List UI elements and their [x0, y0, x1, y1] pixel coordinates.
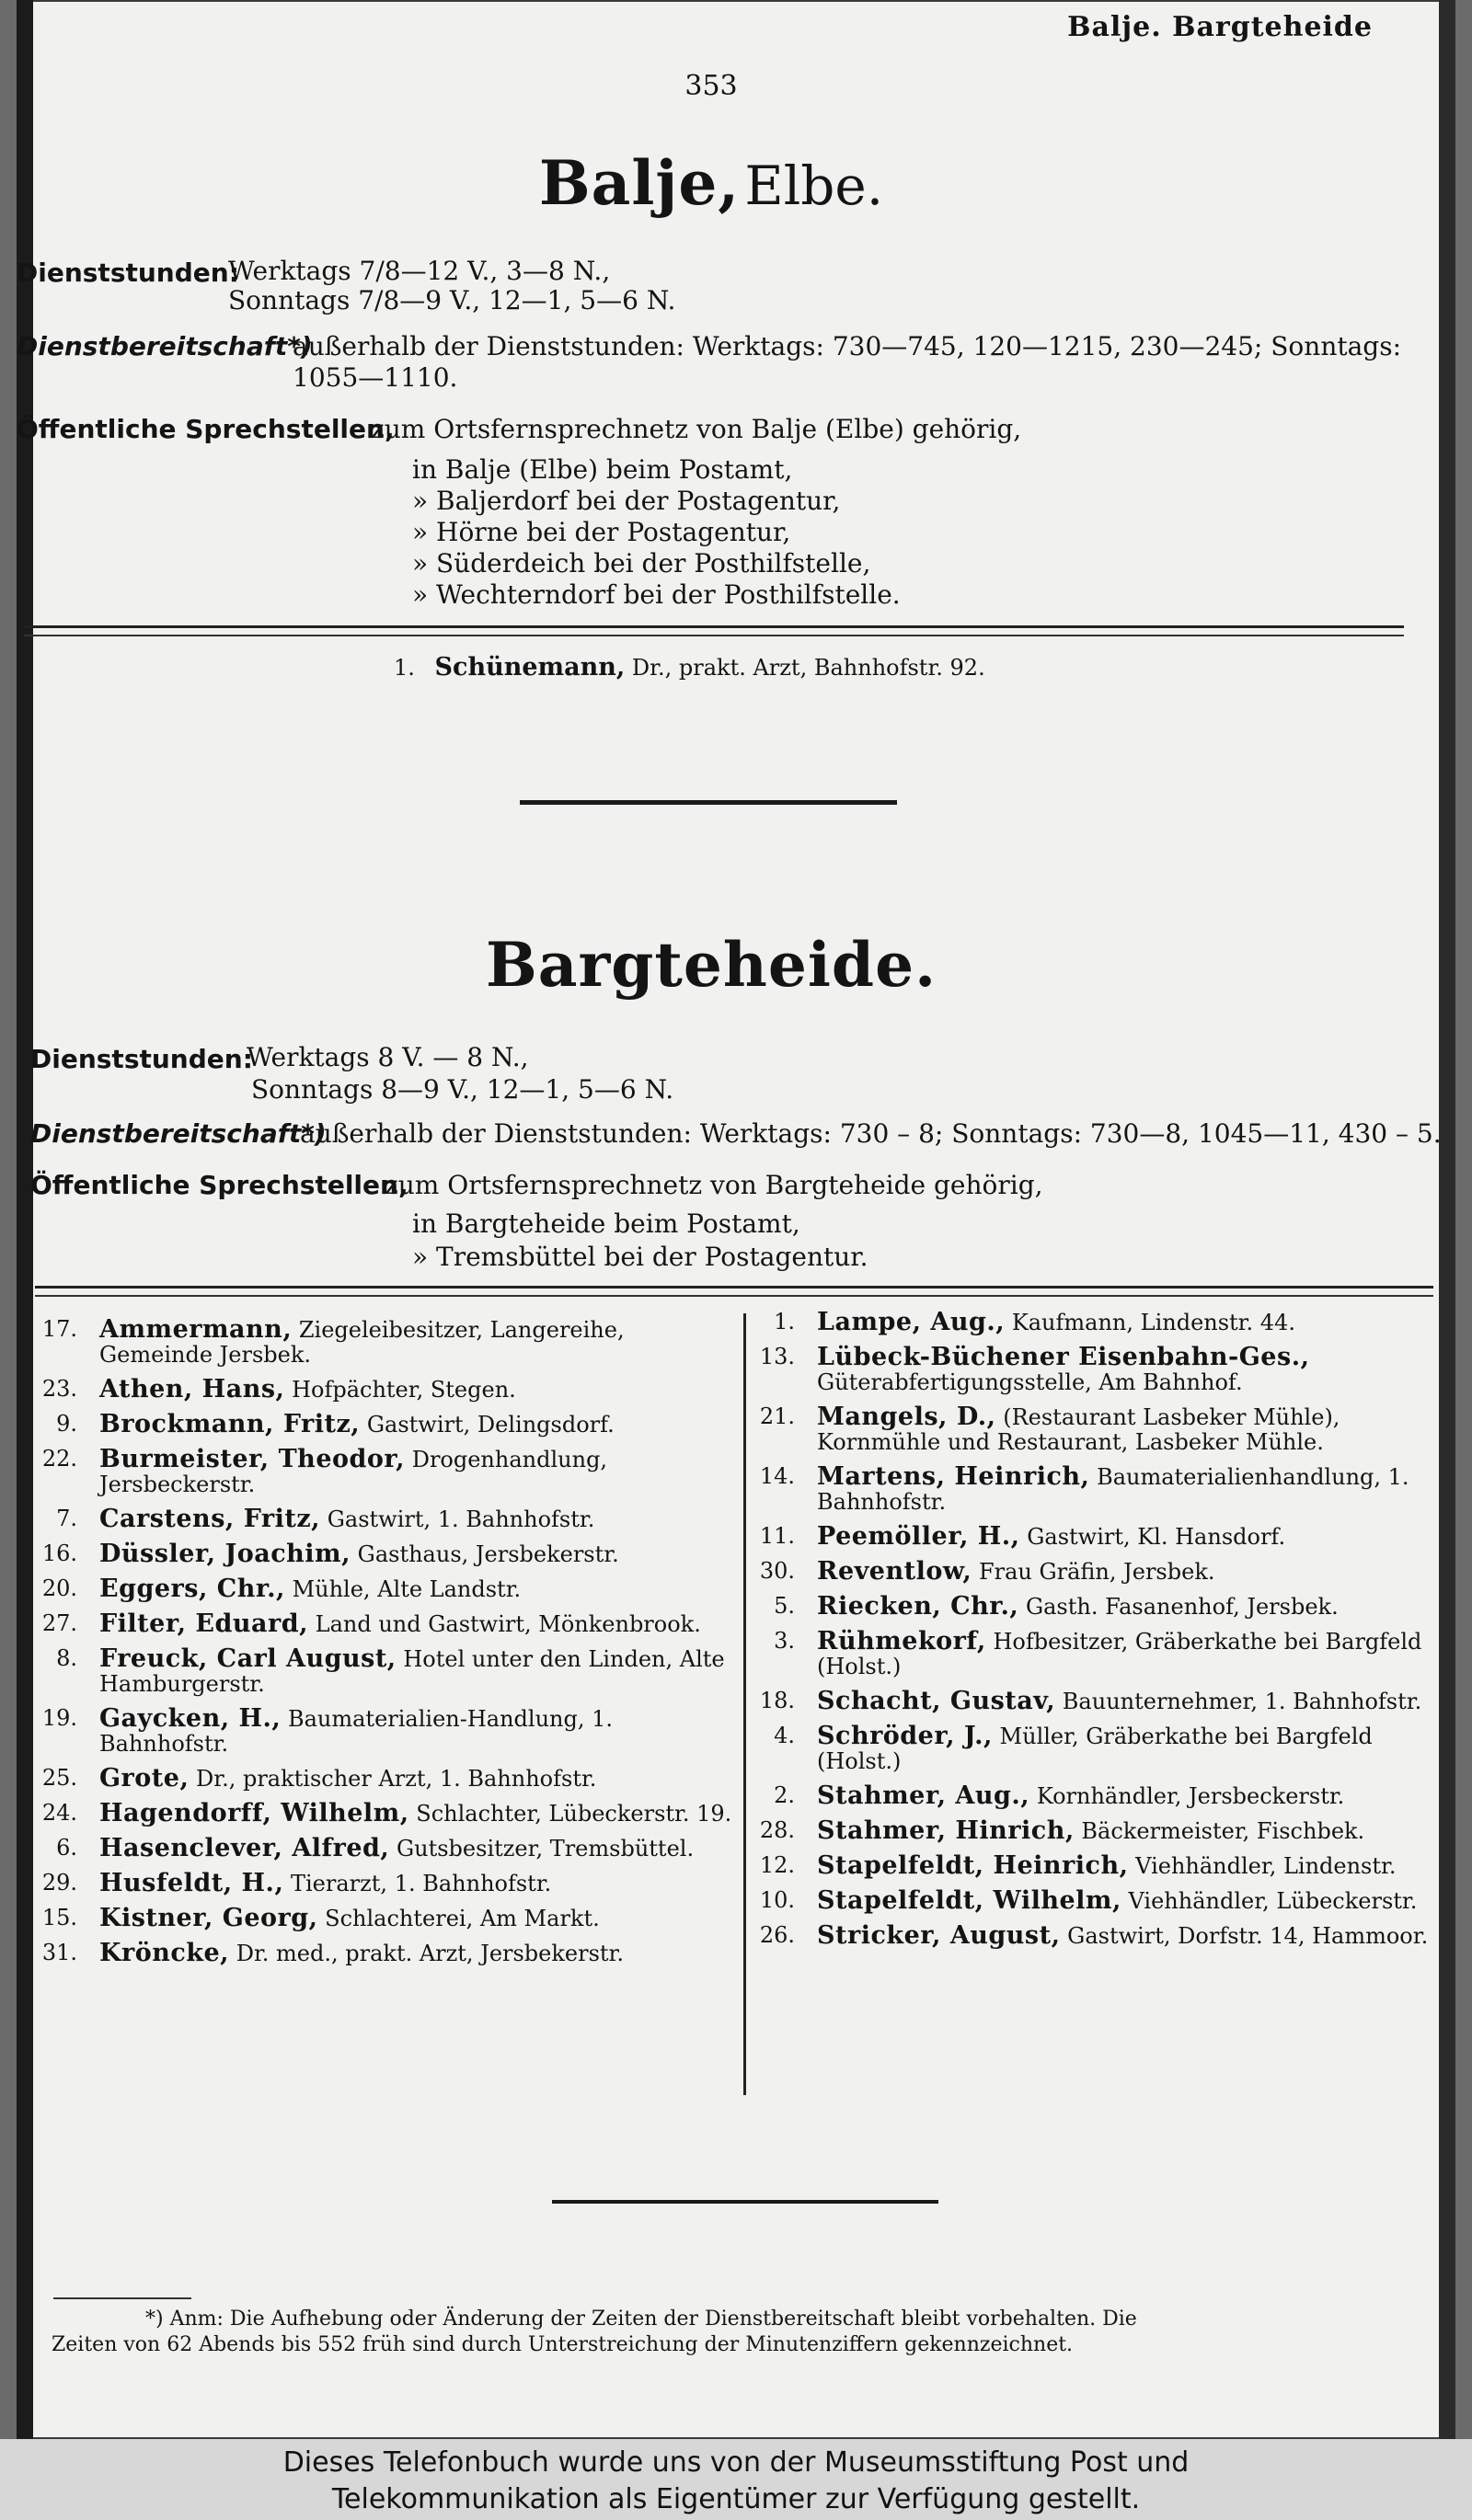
- subscriber-detail: Bäckermeister, Fischbek.: [1081, 1818, 1365, 1844]
- subscriber-entry: [35, 1766, 734, 1792]
- subscriber-text: [99, 1412, 734, 1438]
- bargteheide-divider-bottom: [35, 1295, 1433, 1297]
- subscriber-detail: Gasthaus, Jersbekerstr.: [357, 1541, 619, 1567]
- banner-line2: Telekommunikation als Eigentümer zur Verfügung gestellt.: [331, 2483, 1141, 2515]
- subscriber-number: 19.: [41, 1705, 77, 1731]
- subscriber-text: [99, 1706, 734, 1757]
- balje-standby-label: [17, 331, 313, 361]
- subscriber-name: Düssler, Joachim,: [99, 1540, 351, 1568]
- subscriber-entry: [35, 1611, 734, 1637]
- subscriber-number: 25.: [41, 1765, 77, 1791]
- subscriber-entry: [35, 1377, 734, 1403]
- subscriber-detail: Drogenhandlung, Jersbeckerstr.: [99, 1447, 608, 1497]
- subscriber-text: [817, 1629, 1452, 1679]
- subscriber-detail: Land und Gastwirt, Mönkenbrook.: [315, 1611, 701, 1637]
- subscriber-name: Lübeck-Büchener Eisenbahn-Ges.,: [817, 1343, 1310, 1371]
- balje-divider-top: [24, 625, 1404, 628]
- subscriber-number: 18.: [759, 1688, 795, 1713]
- subscriber-name: Schröder, J.,: [817, 1722, 993, 1750]
- subscriber-number: 5.: [774, 1593, 795, 1619]
- subscriber-entry: [35, 1871, 734, 1896]
- subscriber-entry: [753, 1345, 1452, 1395]
- subscriber-text: [817, 1689, 1452, 1714]
- balje-subscriber-name: Schünemann,: [434, 653, 626, 682]
- subscriber-number: 10.: [759, 1887, 795, 1913]
- subscriber-entry: [753, 1404, 1452, 1455]
- banner-line1: Dieses Telefonbuch wurde uns von der Museumsstiftung Post und: [282, 2446, 1190, 2479]
- balje-subscriber: [394, 653, 985, 682]
- balje-standby-label-text: Dienstbereitschaft*): [17, 331, 313, 361]
- subscriber-text: [817, 1853, 1452, 1879]
- bargteheide-service-hours-line1: Werktags 8 V. — 8 N.,: [247, 1042, 529, 1072]
- subscriber-number: 9.: [56, 1411, 77, 1437]
- subscriber-detail: (Restaurant Lasbeker Mühle), Kornmühle und Restaurant, Lasbeker Mühle.: [817, 1404, 1340, 1455]
- subscriber-text: [99, 1576, 734, 1602]
- subscriber-detail: Müller, Gräberkathe bei Bargfeld (Holst.): [817, 1724, 1373, 1774]
- bargteheide-service-hours-line2: Sonntags 8—9 V., 12—1, 5—6 N.: [251, 1074, 674, 1105]
- subscriber-text: [99, 1506, 734, 1532]
- subscriber-text: [99, 1836, 734, 1861]
- subscriber-detail: Hotel unter den Linden, Alte Hamburgerstr.: [99, 1646, 725, 1697]
- subscriber-entry: [35, 1941, 734, 1966]
- directory-page: [17, 0, 1455, 2439]
- subscriber-entry: [753, 1853, 1452, 1879]
- subscriber-number: 22.: [41, 1446, 77, 1472]
- subscriber-number: 13.: [759, 1344, 795, 1369]
- subscriber-number: 30.: [759, 1558, 795, 1584]
- subscriber-text: [99, 1871, 734, 1896]
- subscriber-entry: [35, 1447, 734, 1497]
- bargteheide-title-main: Bargteheide.: [485, 929, 937, 1001]
- subscriber-detail: Schlachterei, Am Markt.: [325, 1906, 600, 1931]
- bargteheide-divider-top: [35, 1286, 1433, 1289]
- subscriber-text: [817, 1310, 1452, 1335]
- balje-public-item-1: in Balje (Elbe) beim Postamt,: [412, 454, 793, 485]
- subscriber-entry: [753, 1724, 1452, 1774]
- balje-title: [17, 147, 1406, 219]
- subscriber-number: 12.: [759, 1852, 795, 1878]
- subscriber-name: Riecken, Chr.,: [817, 1592, 1019, 1621]
- balje-public-intro: zum Ortsfernsprechnetz von Balje (Elbe) gehörig,: [371, 414, 1022, 444]
- subscriber-entry: [35, 1541, 734, 1567]
- balje-standby-text: außerhalb der Dienststunden: Werktags: 730—745, 120—1215, 230—245; Sonntags: 1055—1110.: [293, 331, 1402, 393]
- subscriber-number: 6.: [56, 1835, 77, 1861]
- subscriber-entry: [753, 1923, 1452, 1949]
- bargteheide-service-hours-label: Dienststunden:: [30, 1044, 253, 1074]
- subscriber-name: Ammermann,: [99, 1315, 293, 1344]
- subscriber-text: [817, 1923, 1452, 1949]
- subscriber-text: [99, 1941, 734, 1966]
- subscriber-text: [817, 1404, 1452, 1455]
- page-number: 353: [684, 70, 738, 102]
- subscriber-entry: [753, 1888, 1452, 1914]
- bargteheide-public-item-1: in Bargteheide beim Postamt,: [412, 1208, 800, 1239]
- subscriber-name: Freuck, Carl August,: [99, 1644, 397, 1673]
- subscriber-text: [99, 1541, 734, 1567]
- subscriber-number: 27.: [41, 1610, 77, 1636]
- subscriber-detail: Gasth. Fasanenhof, Jersbek.: [1025, 1594, 1339, 1620]
- balje-title-sub: Elbe.: [744, 155, 884, 217]
- subscriber-text: [99, 1906, 734, 1931]
- subscriber-number: 3.: [774, 1628, 795, 1654]
- subscriber-number: 17.: [41, 1316, 77, 1342]
- subscriber-name: Grote,: [99, 1764, 190, 1793]
- section-separator: [520, 800, 897, 805]
- subscriber-number: 29.: [41, 1870, 77, 1896]
- bargteheide-public-label: [30, 1170, 408, 1200]
- subscriber-name: Stahmer, Hinrich,: [817, 1816, 1075, 1845]
- right-subscriber-column: [753, 1310, 1452, 1958]
- subscriber-number: 8.: [56, 1645, 77, 1671]
- subscriber-number: 21.: [759, 1403, 795, 1429]
- subscriber-name: Filter, Eduard,: [99, 1609, 308, 1638]
- subscriber-text: [817, 1464, 1452, 1515]
- subscriber-number: 1.: [774, 1309, 795, 1334]
- subscriber-entry: [753, 1594, 1452, 1620]
- subscriber-detail: Bauunternehmer, 1. Bahnhofstr.: [1062, 1689, 1422, 1714]
- subscriber-name: Eggers, Chr.,: [99, 1575, 285, 1603]
- subscriber-name: Lampe, Aug.,: [817, 1308, 1006, 1336]
- subscriber-detail: Frau Gräfin, Jersbek.: [978, 1559, 1215, 1585]
- subscriber-number: 14.: [759, 1463, 795, 1489]
- subscriber-name: Stahmer, Aug.,: [817, 1781, 1030, 1810]
- balje-service-hours: [17, 258, 239, 288]
- subscriber-detail: Ziegeleibesitzer, Langereihe, Gemeinde Jersbek.: [99, 1317, 625, 1368]
- balje-divider-bottom: [24, 635, 1404, 636]
- subscriber-text: [99, 1317, 734, 1368]
- subscriber-entry: [35, 1706, 734, 1757]
- bargteheide-public-intro: zum Ortsfernsprechnetz von Bargteheide gehörig,: [385, 1170, 1043, 1200]
- page-right-edge: [1439, 0, 1455, 2439]
- subscriber-entry: [753, 1524, 1452, 1550]
- subscriber-detail: Hofpächter, Stegen.: [292, 1377, 516, 1403]
- balje-public-item-4: » Süderdeich bei der Posthilfstelle,: [412, 548, 871, 578]
- subscriber-entry: [753, 1559, 1452, 1585]
- subscriber-number: 23.: [41, 1376, 77, 1402]
- subscriber-number: 20.: [41, 1575, 77, 1601]
- subscriber-entry: [753, 1629, 1452, 1679]
- subscriber-entry: [35, 1317, 734, 1368]
- subscriber-text: [817, 1594, 1452, 1620]
- subscriber-entry: [35, 1836, 734, 1861]
- subscriber-detail: Hofbesitzer, Gräberkathe bei Bargfeld (Holst.): [817, 1629, 1422, 1679]
- balje-public-item-2: » Baljerdorf bei der Postagentur,: [412, 486, 841, 516]
- subscriber-detail: Viehhändler, Lindenstr.: [1135, 1853, 1397, 1879]
- subscriber-name: Stapelfeldt, Wilhelm,: [817, 1886, 1121, 1915]
- subscriber-name: Athen, Hans,: [99, 1375, 285, 1403]
- subscriber-detail: Gastwirt, Delingsdorf.: [366, 1412, 615, 1438]
- footnote-line1: *) Anm: Die Aufhebung oder Änderung der Zeiten der Dienstbereitschaft bleibt vorbehalten. Die: [145, 2308, 1137, 2331]
- subscriber-entry: [753, 1310, 1452, 1335]
- footnote-line2: Zeiten von 62 Abends bis 552 früh sind durch Unterstreichung der Minutenziffern gekennzeichnet.: [52, 2333, 1074, 2356]
- subscriber-text: [99, 1801, 734, 1827]
- bottom-separator: [552, 2200, 938, 2204]
- subscriber-entry: [753, 1464, 1452, 1515]
- subscriber-detail: Dr., praktischer Arzt, 1. Bahnhofstr.: [195, 1766, 597, 1792]
- subscriber-detail: Gastwirt, Kl. Hansdorf.: [1027, 1524, 1286, 1550]
- subscriber-entry: [35, 1906, 734, 1931]
- subscriber-entry: [35, 1576, 734, 1602]
- subscriber-entry: [753, 1783, 1452, 1809]
- balje-public-label-text: Öffentliche Sprechstellen,: [17, 414, 395, 444]
- subscriber-text: [817, 1783, 1452, 1809]
- subscriber-name: Stricker, August,: [817, 1921, 1061, 1950]
- subscriber-detail: Gutsbesitzer, Tremsbüttel.: [396, 1836, 695, 1861]
- subscriber-entry: [35, 1646, 734, 1697]
- balje-title-main: Balje,: [538, 147, 741, 219]
- bargteheide-standby-label: [30, 1118, 327, 1149]
- subscriber-detail: Kornhändler, Jersbeckerstr.: [1036, 1783, 1345, 1809]
- page-left-edge: [17, 0, 33, 2439]
- subscriber-detail: Tierarzt, 1. Bahnhofstr.: [291, 1871, 552, 1896]
- subscriber-name: Reventlow,: [817, 1557, 972, 1586]
- balje-service-hours-line2: Sonntags 7/8—9 V., 12—1, 5—6 N.: [228, 285, 676, 315]
- subscriber-number: 4.: [774, 1723, 795, 1748]
- balje-public-item-3: » Hörne bei der Postagentur,: [412, 517, 791, 547]
- subscriber-name: Burmeister, Theodor,: [99, 1445, 406, 1473]
- subscriber-text: [99, 1447, 734, 1497]
- subscriber-entry: [35, 1506, 734, 1532]
- subscriber-text: [817, 1559, 1452, 1585]
- subscriber-detail: Schlachter, Lübeckerstr. 19.: [416, 1801, 732, 1827]
- subscriber-number: 15.: [41, 1905, 77, 1930]
- subscriber-number: 7.: [56, 1506, 77, 1531]
- subscriber-number: 16.: [41, 1541, 77, 1566]
- subscriber-text: [99, 1766, 734, 1792]
- subscriber-text: [817, 1724, 1452, 1774]
- left-subscriber-column: [35, 1317, 734, 1976]
- balje-public-item-5: » Wechterndorf bei der Posthilfstelle.: [412, 579, 901, 610]
- running-head: Balje. Bargteheide: [1067, 11, 1373, 43]
- subscriber-text: [817, 1888, 1452, 1914]
- subscriber-name: Schacht, Gustav,: [817, 1687, 1056, 1715]
- subscriber-entry: [753, 1689, 1452, 1714]
- subscriber-text: [99, 1611, 734, 1637]
- subscriber-entry: [35, 1412, 734, 1438]
- subscriber-detail: Gastwirt, Dorfstr. 14, Hammoor.: [1067, 1923, 1429, 1949]
- column-divider: [743, 1313, 746, 2095]
- subscriber-name: Brockmann, Fritz,: [99, 1410, 361, 1438]
- subscriber-name: Kistner, Georg,: [99, 1904, 318, 1932]
- subscriber-detail: Baumaterialienhandlung, 1. Bahnhofstr.: [817, 1464, 1409, 1515]
- subscriber-number: 11.: [759, 1523, 795, 1549]
- subscriber-text: [817, 1524, 1452, 1550]
- subscriber-detail: Kaufmann, Lindenstr. 44.: [1011, 1310, 1295, 1335]
- subscriber-entry: [35, 1801, 734, 1827]
- copyright-banner: [0, 2439, 1472, 2520]
- subscriber-name: Hagendorff, Wilhelm,: [99, 1799, 409, 1827]
- subscriber-name: Carstens, Fritz,: [99, 1505, 321, 1533]
- subscriber-name: Mangels, D.,: [817, 1403, 996, 1431]
- subscriber-number: 2.: [774, 1782, 795, 1808]
- subscriber-name: Rühmekorf,: [817, 1627, 986, 1655]
- bargteheide-standby-label-text: Dienstbereitschaft*): [30, 1118, 327, 1149]
- subscriber-detail: Güterabfertigungsstelle, Am Bahnhof.: [817, 1369, 1243, 1395]
- subscriber-name: Peemöller, H.,: [817, 1522, 1020, 1551]
- subscriber-text: [99, 1377, 734, 1403]
- balje-service-hours-label: Dienststunden:: [17, 258, 239, 288]
- subscriber-number: 28.: [759, 1817, 795, 1843]
- bargteheide-service-hours: [30, 1044, 253, 1074]
- subscriber-detail: Dr. med., prakt. Arzt, Jersbekerstr.: [236, 1941, 625, 1966]
- bargteheide-public-item-2: » Tremsbüttel bei der Postagentur.: [412, 1242, 868, 1272]
- balje-public-label: [17, 414, 395, 444]
- balje-subscriber-detail: Dr., prakt. Arzt, Bahnhofstr. 92.: [631, 655, 985, 681]
- subscriber-detail: Gastwirt, 1. Bahnhofstr.: [327, 1506, 595, 1532]
- subscriber-number: 24.: [41, 1800, 77, 1826]
- subscriber-name: Martens, Heinrich,: [817, 1462, 1090, 1491]
- subscriber-text: [817, 1345, 1452, 1395]
- subscriber-name: Stapelfeldt, Heinrich,: [817, 1851, 1129, 1880]
- subscriber-name: Kröncke,: [99, 1939, 230, 1967]
- subscriber-name: Hasenclever, Alfred,: [99, 1834, 390, 1862]
- balje-subscriber-num: 1.: [394, 655, 415, 681]
- subscriber-text: [817, 1818, 1452, 1844]
- bargteheide-public-label-text: Öffentliche Sprechstellen,: [30, 1170, 408, 1200]
- subscriber-detail: Mühle, Alte Landstr.: [292, 1576, 522, 1602]
- subscriber-name: Husfeldt, H.,: [99, 1869, 284, 1897]
- balje-service-hours-line1: Werktags 7/8—12 V., 3—8 N.,: [228, 256, 611, 286]
- footnote-rule: [53, 2297, 191, 2299]
- subscriber-name: Gaycken, H.,: [99, 1704, 282, 1733]
- bargteheide-title: [17, 929, 1406, 1001]
- subscriber-text: [99, 1646, 734, 1697]
- subscriber-number: 26.: [759, 1922, 795, 1948]
- subscriber-detail: Baumaterialien-Handlung, 1. Bahnhofstr.: [99, 1706, 614, 1757]
- subscriber-detail: Viehhändler, Lübeckerstr.: [1128, 1888, 1418, 1914]
- subscriber-number: 31.: [41, 1940, 77, 1965]
- bargteheide-standby-text: außerhalb der Dienststunden: Werktags: 730 – 8; Sonntags: 730—8, 1045—11, 430 – 5.: [300, 1118, 1442, 1149]
- subscriber-entry: [753, 1818, 1452, 1844]
